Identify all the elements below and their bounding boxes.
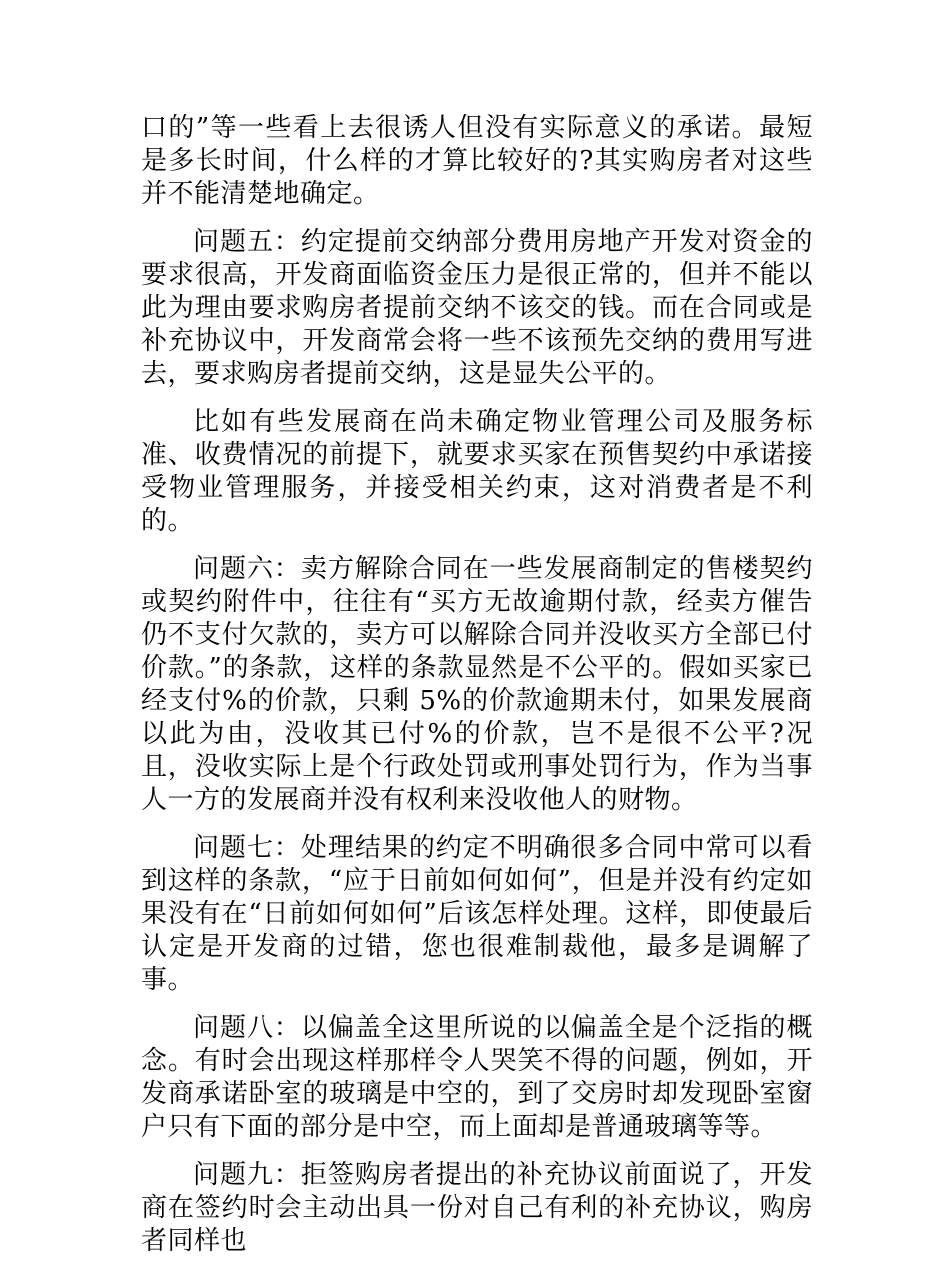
paragraph-issue-seven: 问题七：处理结果的约定不明确很多合同中常可以看到这样的条款，“应于日前如何如何”，但是并没有约定如果没有在“日前如何如何”后该怎样处理。这样，即使最后认定是开发商的过错，您也很难制裁他，最多是调解了事。 xyxy=(141,833,813,995)
paragraph-issue-six: 问题六：卖方解除合同在一些发展商制定的售楼契约或契约附件中，往往有“买方无故逾期付款，经卖方催告仍不支付欠款的，卖方可以解除合同并没收买方全部已付价款。”的条款，这样的条款显然是不公平的。假如买家已经支付%的价款，只剩 5%的价款逾期未付，如果发展商以此为由，没收其已付%的价款，岂不是很不公平?况且，没收实际上是个行政处罚或刑事处罚行为，作为当事人一方的发展商并没有权利来没收他人的财物。 xyxy=(141,554,813,815)
paragraph-continuation: 口的”等一些看上去很诱人但没有实际意义的承诺。最短是多长时间，什么样的才算比较好的?其实购房者对这些并不能清楚地确定。 xyxy=(141,113,813,209)
paragraph-issue-nine: 问题九：拒签购房者提出的补充协议前面说了，开发商在签约时会主动出具一份对自己有利的补充协议，购房者同样也 xyxy=(141,1160,813,1256)
paragraph-issue-eight: 问题八：以偏盖全这里所说的以偏盖全是个泛指的概念。有时会出现这样那样令人哭笑不得的问题，例如，开发商承诺卧室的玻璃是中空的，到了交房时却发现卧室窗户只有下面的部分是中空，而上面却是普通玻璃等等。 xyxy=(141,1013,813,1142)
paragraph-property-management-example: 比如有些发展商在尚未确定物业管理公司及服务标准、收费情况的前提下，就要求买家在预售契约中承诺接受物业管理服务，并接受相关约束，这对消费者是不利的。 xyxy=(141,407,813,536)
document-body xyxy=(141,112,813,1273)
paragraph-issue-five: 问题五：约定提前交纳部分费用房地产开发对资金的要求很高，开发商面临资金压力是很正常的，但并不能以此为理由要求购房者提前交纳不该交的钱。而在合同或是补充协议中，开发商常会将一些不该预先交纳的费用写进去，要求购房者提前交纳，这是显失公平的。 xyxy=(141,227,813,389)
